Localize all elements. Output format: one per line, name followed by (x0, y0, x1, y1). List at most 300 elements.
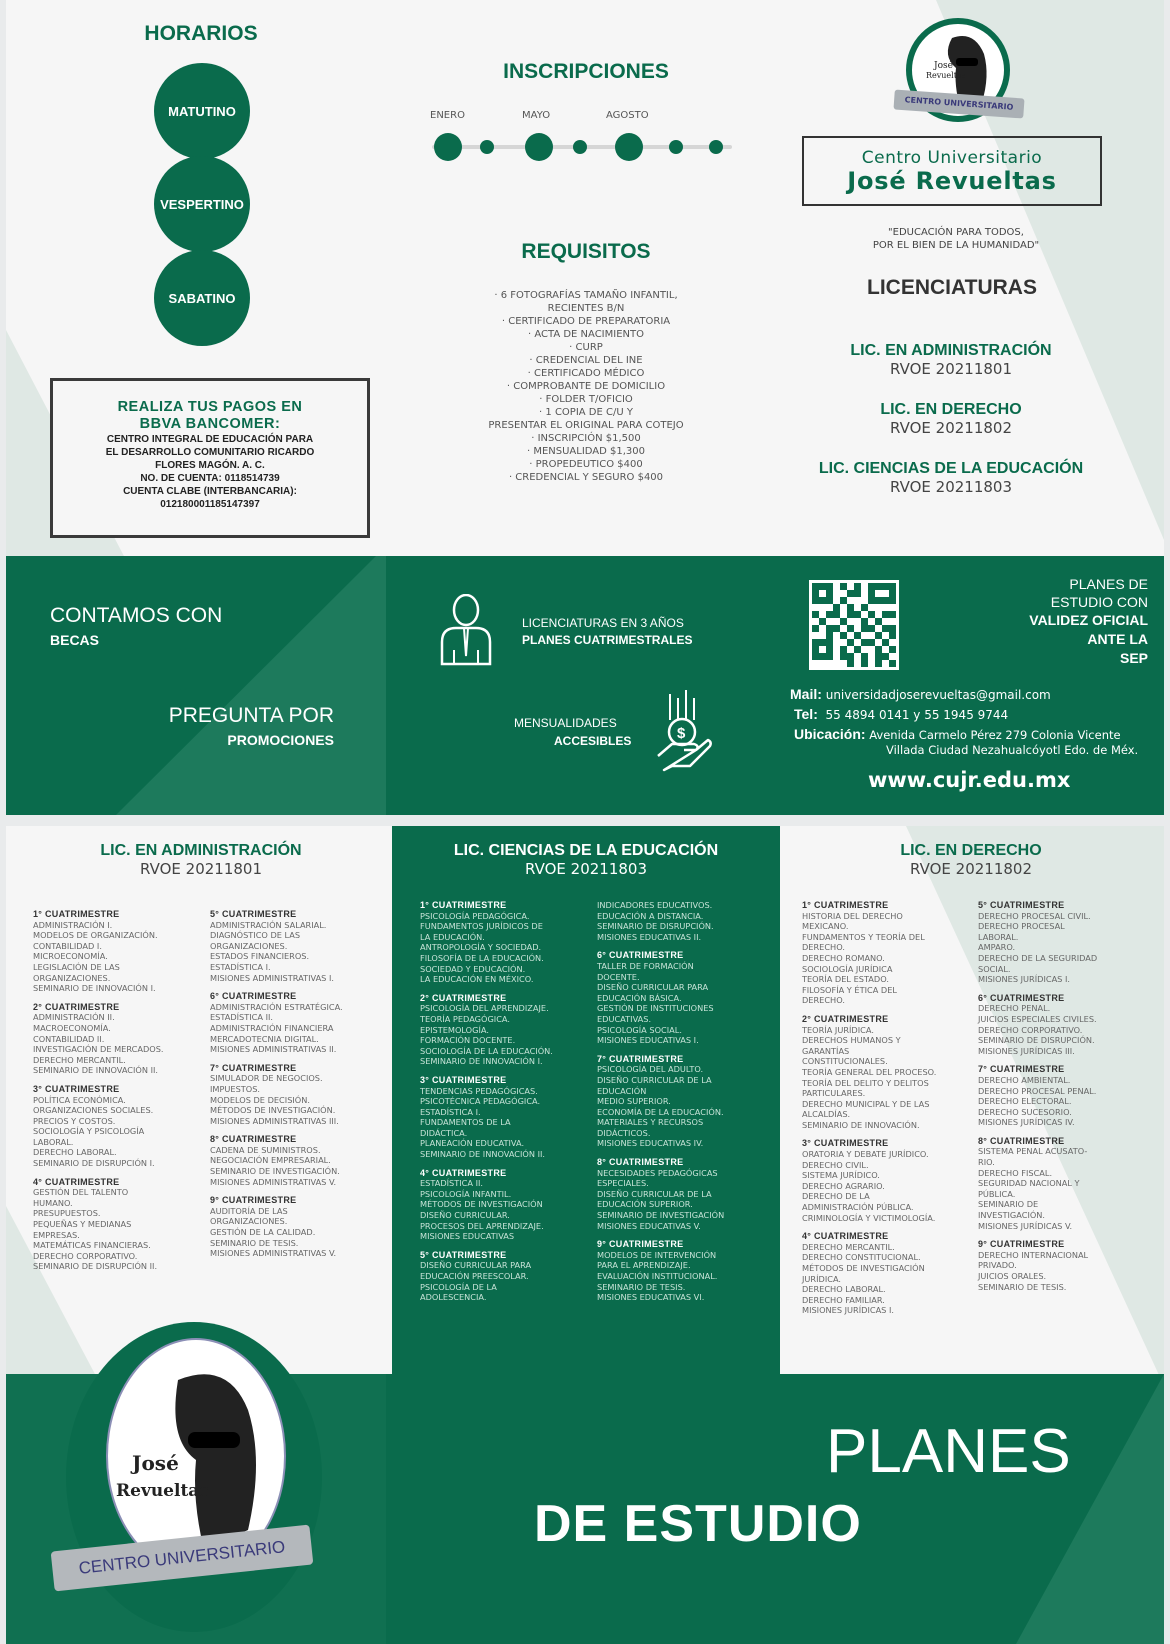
subject-item: JUICIOS ORALES. (978, 1271, 1047, 1281)
requisito-item: · ACTA DE NACIMIENTO (528, 329, 644, 340)
subject-item: SOCIOLOGÍA DE LA EDUCACIÓN. (420, 1045, 553, 1056)
inscripciones-title: INSCRIPCIONES (503, 60, 669, 83)
requisito-item: · 1 COPIA DE C/U Y (539, 407, 633, 418)
requisitos-title: REQUISITOS (521, 240, 651, 263)
horario-sabatino: SABATINO (154, 250, 250, 346)
subject-item: MODELOS DE INTERVENCIÓN (597, 1249, 717, 1260)
semester-heading: 5° CUATRIMESTRE (978, 900, 1065, 910)
duracion-line2: PLANES CUATRIMESTRALES (522, 633, 693, 647)
subject-item: SEMINARIO DE INNOVACIÓN II. (420, 1149, 546, 1160)
subject-item: PROCESOS DEL APRENDIZAJE. (420, 1220, 544, 1231)
subject-item: MISIONES EDUCATIVAS I. (597, 1035, 699, 1046)
cover-logo-ribbon: CENTRO UNIVERSITARIO (51, 1525, 314, 1592)
subject-item: TEORÍA DEL ESTADO. (802, 974, 889, 985)
educacion-col-2 (597, 900, 777, 1311)
subject-item: SEMINARIO DE DISRUPCIÓN I. (33, 1158, 155, 1169)
subject-item: EDUCACIÓN BÁSICA. (597, 992, 682, 1003)
svg-text:José: José (132, 1451, 179, 1475)
requisito-item: · INSCRIPCIÓN $1,500 (531, 433, 641, 444)
subject-item: FILOSOFÍA DE LA EDUCACIÓN. (420, 952, 544, 963)
subject-item: JUICIOS ESPECIALES CIVILES. (978, 1013, 1097, 1024)
subject-item: SISTEMA PENAL ACUSATO- (978, 1146, 1088, 1157)
subject-item: RIO. (978, 1157, 995, 1168)
semester-block (978, 1239, 1158, 1292)
subject-item: PSICOTÉCNICA PEDAGÓGICA. (420, 1096, 541, 1107)
subject-item: FUNDAMENTOS JURÍDICOS DE (420, 921, 543, 932)
semester-heading: 5° CUATRIMESTRE (210, 909, 297, 919)
subject-item: MISIONES JURÍDICAS I. (802, 1305, 894, 1316)
subject-item: PLANEACIÓN EDUCATIVA. (420, 1138, 525, 1149)
semester-heading: 9° CUATRIMESTRE (597, 1239, 684, 1250)
cover-title-planes: PLANES (826, 1417, 1071, 1486)
semester-heading: 8° CUATRIMESTRE (210, 1134, 297, 1145)
clabe-number: 012180001185147397 (160, 499, 260, 510)
subject-item: DERECHO PROCESAL CIVIL. (978, 910, 1091, 921)
subject-item: ORGANIZACIONES SOCIALES. (33, 1105, 154, 1116)
subject-item: MEXICANO. (802, 921, 849, 932)
requisito-item: · COMPROBANTE DE DOMICILIO (506, 381, 666, 392)
subject-item: MISIONES ADMINISTRATIVAS V. (210, 1248, 337, 1259)
subject-item: DERECHO DE LA SEGURIDAD (978, 952, 1098, 963)
semester-heading: 3° CUATRIMESTRE (420, 1074, 507, 1085)
subject-item: ESTADÍSTICA II. (210, 1012, 274, 1023)
subject-item: SIMULADOR DE NEGOCIOS. (210, 1073, 323, 1084)
subject-item: DERECHO AGRARIO. (802, 1180, 885, 1191)
subject-item: PRIVADO. (978, 1260, 1017, 1271)
subject-item: LEGISLACIÓN DE LAS (33, 961, 120, 972)
subject-item: ADMINISTRACIÓN I. (33, 919, 113, 930)
website-link[interactable]: www.cujr.edu.mx (868, 768, 1071, 792)
subject-item: EDUCATIVAS. (597, 1013, 652, 1024)
logo-ribbon: CENTRO UNIVERSITARIO (893, 89, 1024, 118)
becas-line2: BECAS (50, 632, 100, 648)
subject-item: PSICOLOGÍA INFANTIL. (420, 1188, 512, 1199)
semester-heading: 2° CUATRIMESTRE (420, 992, 507, 1003)
semester-heading: 4° CUATRIMESTRE (802, 1231, 889, 1242)
subject-item: EDUCACIÓN PREESCOLAR. (420, 1271, 529, 1281)
subject-item: LA EDUCACIÓN. (420, 931, 485, 942)
validez-line4: ANTE LA (1087, 631, 1148, 647)
semester-block (597, 900, 777, 942)
subject-item: ADMINISTRACIÓN SALARIAL. (210, 919, 327, 930)
requisito-item: · CERTIFICADO MÉDICO (527, 368, 645, 379)
month-mayo: MAYO (522, 110, 551, 121)
semester-heading: 6° CUATRIMESTRE (210, 991, 297, 1002)
subject-item: ADMINISTRACIÓN ESTRATÉGICA. (210, 1001, 343, 1012)
subject-item: ESTADÍSTICA I. (210, 961, 271, 972)
semester-heading: 6° CUATRIMESTRE (597, 950, 684, 961)
subject-item: ORGANIZACIONES. (210, 940, 288, 951)
semester-block (210, 1134, 390, 1187)
subject-item: MISIONES EDUCATIVAS IV. (597, 1138, 704, 1149)
subject-item: GESTIÓN DE LA CALIDAD. (210, 1227, 316, 1238)
semester-heading: 2° CUATRIMESTRE (802, 1013, 889, 1024)
motto: "EDUCACIÓN PARA TODOS, POR EL BIEN DE LA HUMANIDAD" (872, 227, 1040, 251)
payment-info-box (50, 378, 370, 538)
semester-heading: 1° CUATRIMESTRE (802, 900, 889, 910)
subject-item: DERECHO FISCAL. (978, 1167, 1053, 1178)
subject-item: MISIONES ADMINISTRATIVAS III. (210, 1115, 339, 1126)
subject-item: FUNDAMENTOS Y TEORÍA DEL (802, 931, 925, 942)
subject-item: GESTIÓN DE INSTITUCIONES (597, 1003, 714, 1014)
subject-item: DERECHO CIVIL. (802, 1159, 869, 1170)
subject-item: MICROECONOMÍA. (33, 951, 108, 962)
subject-item: PSICOLOGÍA DEL ADULTO. (597, 1064, 704, 1075)
subject-item: DIAGNÓSTICO DE LAS (210, 930, 301, 941)
subject-item: ORATORIA Y DEBATE JURÍDICO. (802, 1149, 929, 1160)
subject-item: DERECHO MERCANTIL. (802, 1241, 895, 1252)
subject-item: FUNDAMENTOS DE LA (420, 1117, 511, 1128)
subject-item: DISEÑO CURRICULAR PARA (420, 1260, 532, 1271)
subject-item: DERECHO MERCANTIL. (33, 1054, 126, 1065)
subject-item: TEORÍA JURÍDICA. (802, 1024, 874, 1035)
semester-heading: 7° CUATRIMESTRE (597, 1053, 684, 1064)
mensual-line2: ACCESIBLES (554, 734, 632, 748)
subject-item: PRESUPUESTOS. (33, 1208, 101, 1219)
semester-heading: 9° CUATRIMESTRE (210, 1195, 297, 1206)
graduate-person-icon (438, 594, 494, 666)
brochure-outer-page (6, 0, 1164, 815)
subject-item: SEMINARIO DE (978, 1199, 1039, 1210)
subject-item: LA EDUCACIÓN EN MÉXICO. (420, 974, 534, 985)
subject-item: MACROECONOMÍA. (33, 1022, 111, 1033)
payment-line-2: EL DESARROLLO COMUNITARIO RICARDO (105, 447, 315, 458)
subject-item: GARANTÍAS (802, 1045, 850, 1056)
semester-heading: 4° CUATRIMESTRE (33, 1176, 120, 1187)
subject-item: FILOSOFÍA Y ÉTICA DEL (802, 984, 897, 995)
subject-item: DERECHO. (802, 995, 845, 1006)
subject-item: DERECHO PENAL. (978, 1003, 1051, 1014)
subject-item: ADMINISTRACIÓN FINANCIERA (210, 1022, 334, 1033)
qr-code[interactable] (809, 580, 899, 670)
requisito-item: · CREDENCIAL Y SEGURO $400 (508, 472, 664, 483)
subject-item: DERECHO CORPORATIVO. (33, 1250, 138, 1261)
band-shade (116, 556, 376, 815)
subject-item: SEMINARIO DE INNOVACIÓN I. (33, 983, 156, 994)
lic-educacion: LIC. CIENCIAS DE LA EDUCACIÓN RVOE 20211803 (818, 460, 1084, 496)
subject-item: DERECHO LABORAL. (802, 1284, 886, 1295)
svg-text:José: José (934, 61, 953, 71)
subject-item: TEORÍA GENERAL DEL PROCESO. (802, 1066, 937, 1077)
subject-item: CONTABILIDAD II. (33, 1033, 105, 1044)
money-hand-icon (656, 690, 712, 772)
subject-item: DERECHO DE LA (802, 1191, 870, 1202)
subject-item: SEMINARIO DE INVESTIGACIÓN (597, 1210, 725, 1221)
subject-item: ADOLESCENCIA. (420, 1292, 487, 1303)
subject-item: MISIONES EDUCATIVAS V. (597, 1220, 701, 1231)
requisito-item: · MENSUALIDAD $1,300 (526, 446, 646, 457)
subject-item: MODELOS DE DECISIÓN. (210, 1094, 310, 1105)
subject-item: CONTABILIDAD I. (33, 940, 102, 951)
subject-item: HISTORIA DEL DERECHO (802, 910, 903, 921)
semester-heading: 7° CUATRIMESTRE (978, 1064, 1065, 1075)
semester-heading: 8° CUATRIMESTRE (597, 1157, 684, 1168)
mail-link[interactable]: universidadjoserevueltas@gmail.com (825, 688, 1051, 702)
subject-item: AMPARO. (978, 942, 1016, 953)
semester-heading: 1° CUATRIMESTRE (33, 909, 120, 919)
subject-item: EMPRESAS. (33, 1229, 80, 1240)
admin-plan-header: LIC. EN ADMINISTRACIÓN RVOE 20211801 (100, 842, 302, 878)
subject-item: CONSTITUCIONALES. (802, 1056, 888, 1067)
semester-block (210, 1063, 390, 1127)
subject-item: MODELOS DE ORGANIZACIÓN. (33, 930, 158, 941)
subject-item: DERECHO AMBIENTAL. (978, 1074, 1071, 1085)
subject-item: PEQUEÑAS Y MEDIANAS (33, 1219, 132, 1230)
semester-heading: 2° CUATRIMESTRE (33, 1001, 120, 1012)
subject-item: MATEMÁTICAS FINANCIERAS. (33, 1240, 151, 1251)
semester-heading: 1° CUATRIMESTRE (420, 900, 507, 910)
semester-block (978, 900, 1158, 985)
semester-heading: 5° CUATRIMESTRE (420, 1249, 507, 1260)
semester-heading: 9° CUATRIMESTRE (978, 1239, 1065, 1250)
educacion-plan-header: LIC. CIENCIAS DE LA EDUCACIÓN RVOE 20211803 (453, 842, 719, 878)
subject-item: MEDIO SUPERIOR. (597, 1096, 671, 1107)
semester-heading: 6° CUATRIMESTRE (978, 992, 1065, 1003)
subject-item: INVESTIGACIÓN DE MERCADOS. (33, 1044, 164, 1055)
subject-item: PSICOLOGÍA PEDAGÓGICA. (420, 910, 530, 921)
subject-item: MISIONES EDUCATIVAS II. (597, 931, 702, 942)
semester-block (33, 1177, 213, 1272)
subject-item: PSICOLOGÍA DEL APRENDIZAJE. (420, 1003, 549, 1014)
subject-item: NEGOCIACIÓN EMPRESARIAL. (210, 1155, 331, 1166)
subject-item: MÉTODOS DE INVESTIGACIÓN (802, 1263, 925, 1273)
payment-line-1: CENTRO INTEGRAL DE EDUCACIÓN PARA (106, 434, 314, 445)
semester-heading: 7° CUATRIMESTRE (210, 1062, 297, 1073)
semester-block (597, 1239, 777, 1303)
subject-item: ESPECIALES. (597, 1178, 649, 1189)
subject-item: NECESIDADES PEDAGÓGICAS (597, 1167, 718, 1178)
semester-block (33, 1084, 213, 1169)
contact-mail: Mail: universidadjoserevueltas@gmail.com (790, 686, 1051, 702)
derecho-plan-header: LIC. EN DERECHO RVOE 20211802 (900, 842, 1042, 878)
subject-item: DISEÑO CURRICULAR DE LA (597, 1188, 712, 1199)
semester-block (978, 993, 1158, 1057)
semester-block (978, 1064, 1158, 1128)
subject-item: ADMINISTRACIÓN PÚBLICA. (802, 1202, 914, 1213)
subject-item: SISTEMA JURÍDICO. (802, 1170, 880, 1181)
contact-ubicacion: Ubicación: Avenida Carmelo Pérez 279 Colonia Vicente (794, 726, 1121, 742)
requisito-item: PRESENTAR EL ORIGINAL PARA COTEJO (488, 420, 684, 431)
subject-item: AUDITORÍA DE LAS (210, 1205, 288, 1216)
derecho-col-1 (802, 900, 982, 1324)
subject-item: PRECIOS Y COSTOS. (33, 1115, 116, 1126)
subject-item: DERECHO PROCESAL PENAL. (978, 1085, 1097, 1096)
subject-item: TEORÍA PEDAGÓGICA. (420, 1013, 510, 1024)
semester-block (210, 909, 390, 983)
subject-item: PARTICULARES. (802, 1088, 866, 1099)
requisito-item: · CURP (569, 342, 603, 353)
lic-derecho: LIC. EN DERECHO RVOE 20211802 (880, 401, 1022, 437)
subject-item: ORGANIZACIONES. (210, 1216, 288, 1227)
subject-item: PSICOLOGÍA DE LA (420, 1281, 497, 1292)
institution-name-line2: José Revueltas (847, 167, 1057, 195)
subject-item: SEMINARIO DE INNOVACIÓN II. (33, 1065, 159, 1076)
horario-vespertino: VESPERTINO (154, 156, 250, 252)
mensual-line1: MENSUALIDADES (514, 716, 617, 730)
subject-item: EDUCACIÓN A DISTANCIA. (597, 910, 704, 921)
subject-item: DERECHO PROCESAL (978, 921, 1065, 932)
band-shade-strip (376, 556, 386, 815)
clabe-label: CUENTA CLABE (INTERBANCARIA): (123, 486, 297, 497)
subject-item: EVALUACIÓN INSTITUCIONAL. (597, 1271, 718, 1281)
validez-line5: SEP (1119, 650, 1148, 666)
subject-item: CADENA DE SUMINISTROS. (210, 1144, 321, 1155)
semester-block (420, 1250, 600, 1303)
semester-block (802, 900, 982, 1006)
requisito-item: · 6 FOTOGRAFÍAS TAMAÑO INFANTIL, (494, 290, 678, 301)
subject-item: DERECHO CORPORATIVO. (978, 1024, 1083, 1035)
educacion-col-1 (420, 900, 600, 1311)
subject-item: MISIONES JURÍDICAS V. (978, 1220, 1073, 1231)
horarios-title: HORARIOS (144, 22, 258, 45)
subject-item: SOCIOLOGÍA Y PSICOLOGÍA (33, 1126, 145, 1137)
subject-item: DERECHO ROMANO. (802, 952, 885, 963)
lic-administracion: LIC. EN ADMINISTRACIÓN RVOE 20211801 (850, 342, 1052, 378)
subject-item: LABORAL. (33, 1136, 74, 1147)
requisitos-list (426, 289, 746, 484)
subject-item: SOCIEDAD Y EDUCACIÓN. (420, 963, 526, 974)
semester-block (33, 1002, 213, 1076)
subject-item: SEMINARIO DE DISRUPCIÓN II. (33, 1261, 158, 1272)
requisito-item: · PROPEDEUTICO $400 (529, 459, 643, 470)
validez-line2: ESTUDIO CON (1050, 594, 1148, 610)
subject-item: DERECHO INTERNACIONAL (978, 1249, 1089, 1260)
timeline-dot-enero (434, 133, 462, 161)
requisito-item: · CREDENCIAL DEL INE (529, 355, 643, 366)
semester-block (420, 900, 600, 985)
subject-item: MÉTODOS DE INVESTIGACIÓN. (210, 1105, 336, 1116)
timeline-dot (669, 140, 683, 154)
subject-item: PÚBLICA. (978, 1188, 1016, 1199)
requisito-item: RECIENTES B/N (547, 303, 625, 314)
month-enero: ENERO (430, 110, 465, 121)
subject-item: ADMINISTRACIÓN II. (33, 1012, 115, 1023)
subject-item: MISIONES JURÍDICAS IV. (978, 1117, 1075, 1128)
svg-text:Revueltas: Revueltas (116, 1481, 209, 1501)
subject-item: DERECHO ELECTORAL. (978, 1096, 1072, 1107)
payment-line-3: FLORES MAGÓN. A. C. (155, 460, 265, 471)
subject-item: SEGURIDAD NACIONAL Y (978, 1178, 1080, 1189)
semester-block (420, 993, 600, 1067)
subject-item: MISIONES JURÍDICAS I. (978, 974, 1070, 985)
semester-block (210, 991, 390, 1055)
account-number: NO. DE CUENTA: 0118514739 (140, 473, 280, 484)
promo-line1: PREGUNTA POR (168, 704, 334, 727)
licenciaturas-title: LICENCIATURAS (867, 276, 1037, 299)
semester-block (420, 1075, 600, 1160)
subject-item: MÉTODOS DE INVESTIGACIÓN (420, 1199, 543, 1210)
timeline-dot (709, 140, 723, 154)
semester-heading: 3° CUATRIMESTRE (802, 1138, 889, 1149)
subject-item: DISEÑO CURRICULAR DE LA (597, 1074, 712, 1085)
validez-line3: VALIDEZ OFICIAL (1029, 612, 1148, 628)
subject-item: DISEÑO CURRICULAR. (420, 1210, 510, 1221)
semester-block (597, 1054, 777, 1149)
subject-item: ESTADÍSTICA II. (420, 1178, 484, 1189)
promo-line2: PROMOCIONES (227, 732, 334, 748)
semester-block (210, 1195, 390, 1259)
subject-item: SEMINARIO DE TESIS. (597, 1281, 686, 1292)
subject-item: IMPUESTOS. (210, 1083, 261, 1094)
subject-item: ECONOMÍA DE LA EDUCACIÓN. (597, 1106, 724, 1117)
subject-item: ESTADÍSTICA I. (420, 1106, 481, 1117)
subject-item: DOCENTE. (597, 971, 640, 982)
subject-item: MISIONES EDUCATIVAS (420, 1231, 515, 1242)
semester-block (802, 1138, 982, 1223)
requisito-item: · FOLDER T/OFICIO (539, 394, 633, 405)
svg-text:Revueltas: Revueltas (926, 71, 966, 80)
institution-name-box (802, 136, 1102, 206)
semester-block (597, 1157, 777, 1231)
subject-item: SOCIOLOGÍA JURÍDICA (802, 963, 893, 974)
semester-block (33, 909, 213, 994)
subject-item: MISIONES JURÍDICAS III. (978, 1045, 1075, 1056)
subject-item: TEORÍA DEL DELITO Y DELITOS (802, 1077, 929, 1088)
subject-item: GESTIÓN DEL TALENTO (33, 1187, 129, 1198)
semester-block (802, 1231, 982, 1316)
subject-item: JURÍDICA. (802, 1273, 842, 1284)
subject-item: DIDÁCTICA. (420, 1127, 468, 1138)
semester-block (802, 1014, 982, 1131)
subject-item: DERECHO. (802, 942, 845, 953)
subject-item: MERCADOTECNIA DIGITAL. (210, 1033, 319, 1044)
subject-item: DERECHO LABORAL. (33, 1147, 117, 1158)
subject-item: SEMINARIO DE TESIS. (210, 1237, 299, 1248)
subject-item: EDUCACIÓN SUPERIOR. (597, 1199, 693, 1210)
cover-title-de-estudio: DE ESTUDIO (534, 1495, 862, 1553)
subject-item: DIDÁCTICOS. (597, 1127, 651, 1138)
subject-item: TALLER DE FORMACIÓN (597, 960, 694, 971)
subject-item: TENDENCIAS PEDAGÓGICAS. (420, 1085, 538, 1096)
semester-block (978, 1136, 1158, 1231)
duracion-line1: LICENCIATURAS EN 3 AÑOS (522, 616, 684, 630)
subject-item: ANTROPOLOGÍA Y SOCIEDAD. (420, 942, 542, 953)
subject-item: SOCIAL. (978, 963, 1011, 974)
requisito-item: · CERTIFICADO DE PREPARATORIA (501, 316, 671, 327)
svg-text:$: $ (677, 725, 686, 742)
timeline-dot-agosto (615, 133, 643, 161)
subject-item: ALCALDÍAS. (802, 1109, 851, 1120)
subject-item: SEMINARIO DE TESIS. (978, 1281, 1067, 1292)
subject-item: ORGANIZACIONES. (33, 972, 111, 983)
payment-title-2: BBVA BANCOMER: (139, 416, 281, 432)
admin-col-1 (33, 909, 213, 1280)
timeline-dot-mayo (525, 133, 553, 161)
semester-heading: 8° CUATRIMESTRE (978, 1135, 1065, 1146)
timeline-dot (480, 140, 494, 154)
subject-item: EPISTEMOLOGÍA. (420, 1024, 489, 1035)
subject-item: ESTADOS FINANCIEROS. (210, 951, 310, 962)
subject-item: MISIONES ADMINISTRATIVAS V. (210, 1176, 337, 1187)
horario-matutino: MATUTINO (154, 63, 250, 159)
payment-title-1: REALIZA TUS PAGOS EN (117, 399, 303, 415)
subject-item: MISIONES ADMINISTRATIVAS I. (210, 972, 334, 983)
subject-item: POLÍTICA ECONÓMICA. (33, 1094, 126, 1105)
admin-col-2 (210, 909, 390, 1267)
subject-item: DERECHO MUNICIPAL Y DE LAS (802, 1098, 930, 1109)
subject-item: MISIONES EDUCATIVAS VI. (597, 1292, 705, 1303)
subject-item: SEMINARIO DE INNOVACIÓN. (802, 1119, 920, 1130)
subject-item: DERECHO FAMILIAR. (802, 1294, 885, 1305)
validez-line1: PLANES DE (1069, 576, 1148, 592)
cover-shade (1016, 1374, 1164, 1644)
semester-heading: 4° CUATRIMESTRE (420, 1167, 507, 1178)
subject-item: DERECHOS HUMANOS Y (802, 1035, 901, 1046)
institution-name-line1: Centro Universitario (861, 148, 1043, 168)
subject-item: SEMINARIO DE DISRUPCIÓN. (597, 921, 714, 932)
subject-item: SEMINARIO DE INVESTIGACIÓN. (210, 1166, 340, 1177)
contact-ubicacion-2: Villada Ciudad Nezahualcóyotl Edo. de Méx. (886, 743, 1139, 757)
